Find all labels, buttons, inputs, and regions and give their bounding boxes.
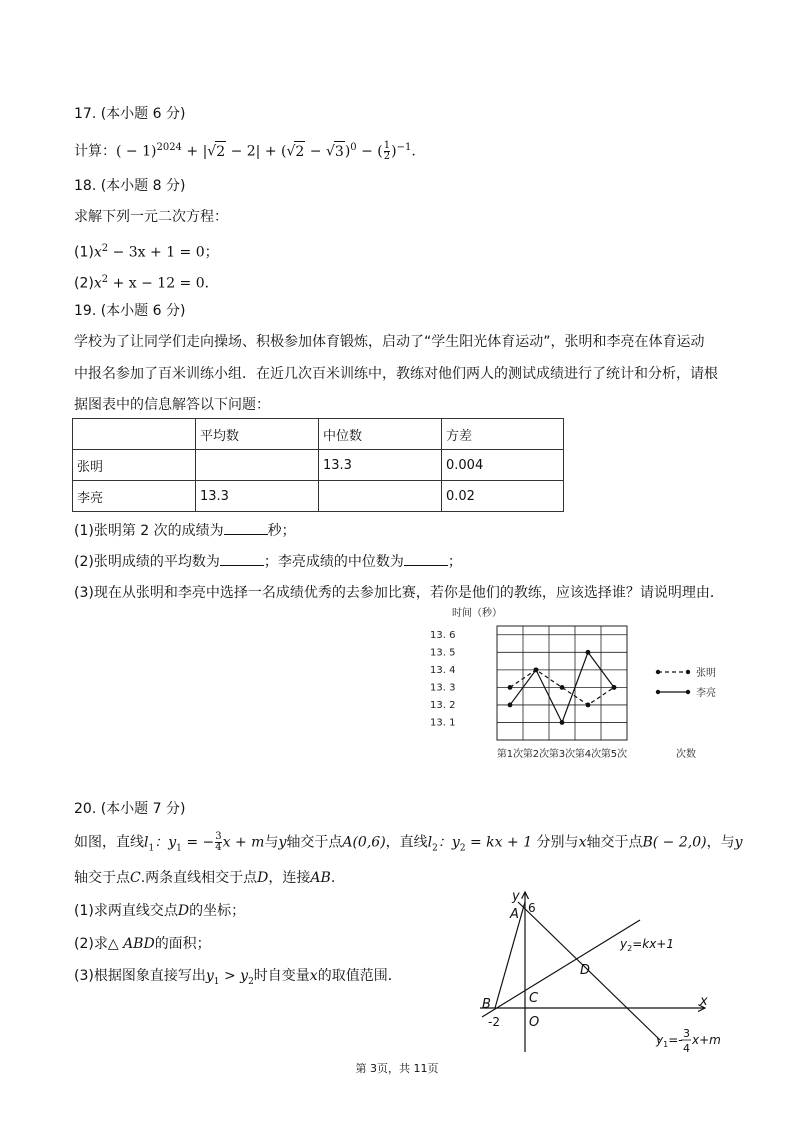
- table-cell: [196, 450, 319, 481]
- chart-y-tick-label: 13. 5: [430, 647, 456, 659]
- svg-text:4: 4: [683, 1042, 690, 1055]
- table-cell: 13.3: [319, 450, 442, 481]
- chart-data-point: [586, 703, 591, 708]
- line-l2-label: $y_2=kx+1$: [620, 937, 674, 953]
- table-cell: 0.004: [442, 450, 564, 481]
- chart-x-tick-label: 第3次: [548, 749, 576, 760]
- q20-sub1: (1)求两直线交点D的坐标；: [74, 903, 246, 919]
- table-header-cell: [73, 419, 196, 450]
- q20-header: 20. (本小题 7 分): [74, 801, 186, 817]
- line-l1-label: [655, 1027, 721, 1055]
- table-header-row: [73, 419, 564, 450]
- legend-marker: [686, 670, 690, 674]
- table-row: [73, 450, 564, 481]
- q19-paragraph-line1: 学校为了让同学们走向操场、积极参加体育锻炼，启动了“学生阳光体育运动”，张明和李亮在体育运动: [74, 334, 705, 350]
- legend-marker: [686, 690, 690, 694]
- x-axis-label: x: [700, 994, 708, 1009]
- q17-expression: 计算：( − $1)^{2024} + |√2 - 2| + (√2 - √3)^0$ − ( $\frac{1}{2}$ )$^{-1}$.: [74, 140, 416, 163]
- y-axis-label: y: [512, 889, 520, 904]
- tick-six-label: 6: [528, 901, 536, 915]
- table-header-cell: 中位数: [319, 419, 442, 450]
- q20-sub2: (2)求△ ABD的面积；: [74, 936, 211, 952]
- chart-legend: [656, 667, 716, 699]
- line-intersection-figure: [470, 880, 730, 1060]
- point-b-label: B: [482, 997, 491, 1012]
- point-c-label: C: [529, 991, 539, 1006]
- point-a-label: A: [510, 907, 519, 922]
- chart-y-tick-label: 13. 2: [430, 699, 456, 711]
- chart-data-point: [612, 685, 617, 690]
- q19-sub1: (1)张明第 2 次的成绩为 秒；: [74, 523, 296, 539]
- q18-part1: $(1)x^2 - 3x + 1 = 0$；: [74, 243, 219, 261]
- chart-data-point: [534, 667, 539, 672]
- score-stats-table: [72, 418, 564, 512]
- table-row: [73, 481, 564, 512]
- q20-sub3: (3)根据图象直接写出$y_1 > y_2$时自变量x的取值范围．: [74, 968, 402, 987]
- q19-paragraph-line2: 中报名参加了百米训练小组．在近几次百米训练中，教练对他们两人的测试成绩进行了统计和分析，请根: [74, 366, 718, 382]
- chart-data-point: [508, 685, 513, 690]
- chart-y-tick-label: 13. 6: [430, 629, 456, 641]
- chart-y-ticks: [430, 630, 455, 729]
- score-line-chart: [420, 604, 720, 764]
- chart-x-axis-label: 次数: [676, 749, 696, 760]
- q18-prompt: 求解下列一元二次方程：: [74, 209, 228, 225]
- chart-x-tick-label: 第5次: [600, 749, 628, 760]
- svg-text:x+m: x+m: [692, 1033, 721, 1047]
- table-cell: [319, 481, 442, 512]
- page-footer: 第 3页，共 11页: [355, 1062, 439, 1075]
- chart-y-tick-label: 13. 3: [430, 682, 456, 694]
- q19-header: 19. (本小题 6 分): [74, 303, 186, 319]
- q18-header: 18. (本小题 8 分): [74, 178, 186, 194]
- q20-problem-line1: 如图，直线$l_1$：$y_1$ = − $\frac{3}{4}$ x + m与y轴交于点A(0,6)，直线$l_2$：$y_2$ = kx + 1 分别与x轴交于点B( − 2,0)，与y: [74, 831, 743, 854]
- q20-problem-line2: 轴交于点C.两条直线相交于点D，连接AB.: [74, 870, 336, 886]
- chart-data-point: [560, 685, 565, 690]
- answer-blank[interactable]: [220, 553, 264, 566]
- table-cell: 张明: [73, 450, 196, 481]
- legend-label: 张明: [696, 668, 716, 679]
- chart-y-tick-label: 13. 4: [430, 664, 456, 676]
- tick-neg2-label: -2: [488, 1015, 500, 1029]
- table-cell: 13.3: [196, 481, 319, 512]
- q19-sub3: (3)现在从张明和李亮中选择一名成绩优秀的去参加比赛，若你是他们的教练，应该选择谁？请说明理由．: [74, 585, 724, 601]
- chart-data-point: [586, 650, 591, 655]
- q19-paragraph-line3: 据图表中的信息解答以下问题：: [74, 397, 270, 413]
- chart-x-ticks: [497, 747, 627, 760]
- chart-x-tick-label: 第1次: [496, 749, 524, 760]
- point-d-label: D: [580, 963, 591, 978]
- table-header-cell: 平均数: [196, 419, 319, 450]
- chart-data-point: [508, 703, 513, 708]
- chart-x-tick-label: 第4次: [574, 749, 602, 760]
- chart-y-tick-label: 13. 1: [430, 717, 456, 729]
- legend-marker: [656, 670, 660, 674]
- chart-x-tick-label: 第2次: [522, 749, 550, 760]
- answer-blank[interactable]: [224, 522, 268, 535]
- q19-sub2: (2)张明成绩的平均数为 ；李亮成绩的中位数为 ；: [74, 554, 462, 570]
- table-cell: 李亮: [73, 481, 196, 512]
- table-header-cell: 方差: [442, 419, 564, 450]
- svg-text:y1=-: $y_1=-$: [656, 1033, 683, 1049]
- origin-label: O: [529, 1015, 540, 1030]
- legend-label: 李亮: [696, 688, 716, 699]
- chart-y-axis-label: 时间（秒）: [452, 608, 502, 619]
- legend-marker: [656, 690, 660, 694]
- q18-part2: $(2)x^2 + x - 12 = 0$．: [74, 274, 219, 292]
- svg-text:3: 3: [683, 1027, 690, 1040]
- q17-header: 17. (本小题 6 分): [74, 106, 186, 122]
- chart-data-point: [560, 720, 565, 725]
- table-cell: 0.02: [442, 481, 564, 512]
- answer-blank[interactable]: [404, 553, 448, 566]
